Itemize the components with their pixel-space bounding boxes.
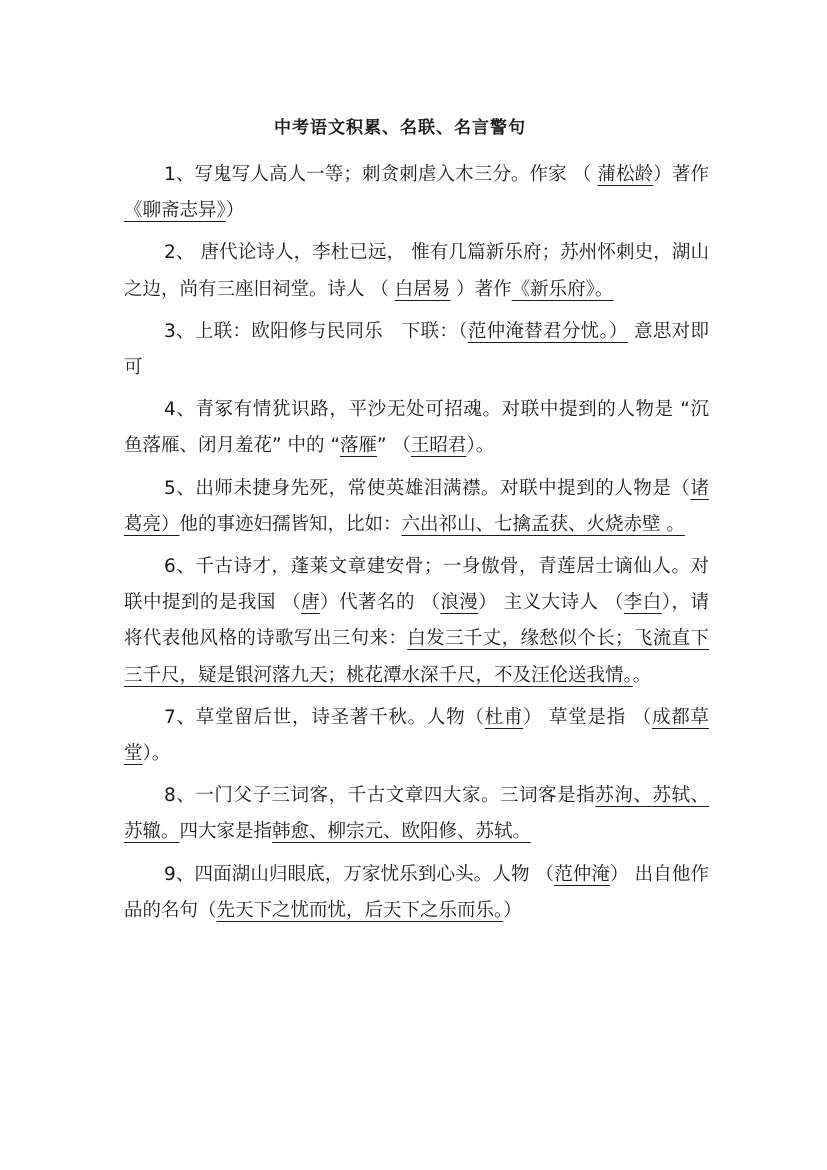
- list-item: [124, 157, 709, 229]
- answer-text: 六出祁山、七擒孟获、火烧赤壁 。: [401, 513, 685, 535]
- list-item: [124, 549, 709, 694]
- question-text: 5、出师未捷身先死，常使英雄泪满襟。对联中提到的人物是（: [164, 477, 691, 499]
- question-text: ）。: [142, 743, 171, 765]
- answer-text: 白居易: [394, 278, 451, 300]
- question-text: ）: [225, 200, 245, 222]
- question-text: 意思对即可: [124, 320, 709, 379]
- list-item: [124, 314, 709, 386]
- question-text: ）代著名的 （: [320, 592, 441, 614]
- question-text: 4、青冢有情犹识路，平沙无处可招魂。对联中提到的人物是 “沉鱼落雁、闭月羞花” 中的 “: [124, 399, 709, 457]
- list-item: [124, 235, 709, 307]
- question-text: 1、写鬼写人高人一等；刺贪刺虐入木三分。作家 （: [164, 164, 598, 185]
- answer-text: 杜甫: [484, 706, 524, 728]
- answer-text: 《新乐府》。: [511, 278, 614, 300]
- question-text: 他的事迹妇孺皆知，比如：: [179, 513, 402, 535]
- answer-text: 浪漫: [440, 592, 479, 614]
- answer-text: 《聊斋志异》: [124, 200, 226, 222]
- question-text: 2、 唐代论诗人，李杜已远， 惟有几篇新乐府；苏州怀刺史，湖山之边，尚有三座旧祠堂。诗人 （: [124, 242, 709, 300]
- answer-text: 诸葛亮）: [124, 477, 709, 535]
- question-text: 9、四面湖山归眼底，万家忧乐到心头。人物 （: [164, 863, 555, 885]
- question-text: ）著作: [450, 278, 512, 300]
- list-item: [124, 471, 709, 543]
- question-text: ） 草堂是指 （: [523, 706, 652, 728]
- list-item: [124, 392, 709, 464]
- answer-text: 范仲淹替君分忧。）: [467, 320, 628, 342]
- answer-text: 苏洵、苏轼、苏辙。: [124, 785, 709, 843]
- answer-text: 蒲松龄: [597, 164, 654, 185]
- page-title: 中考语文积累、名联、名言警句: [274, 118, 526, 138]
- question-text: ） 出自他作品的名句（: [124, 863, 710, 921]
- question-text: ” （: [376, 435, 411, 457]
- answer-text: 韩愈、柳宗元、欧阳修、苏轼。: [272, 821, 532, 843]
- list-item: [124, 778, 709, 850]
- question-text: ）。: [466, 435, 495, 457]
- question-text: 四大家是指: [179, 821, 273, 843]
- question-text: ）著作: [653, 164, 709, 185]
- answer-text: 范仲淹: [554, 863, 611, 885]
- answer-text: 成都草堂: [124, 706, 709, 765]
- answer-text: 李白: [623, 592, 662, 614]
- answer-text: 先天下之忧而忧，后天下之乐而乐。: [216, 899, 504, 921]
- question-text: 8、一门父子三词客，千古文章四大家。三词客是指: [164, 785, 596, 807]
- question-text: 6、千古诗才，蓬莱文章建安骨；一身傲骨，青莲居士谪仙人。对联中提到的是我国 （: [124, 556, 709, 614]
- list-item: [124, 857, 709, 929]
- document-body: [124, 157, 709, 935]
- answer-text: 王昭君: [410, 435, 467, 457]
- question-text: 3、上联：欧阳修与民同乐 下联：（: [164, 320, 468, 342]
- question-text: 7、草堂留后世，诗圣著千秋。人物（: [164, 706, 485, 728]
- question-text: ） 主义大诗人 （: [478, 592, 624, 614]
- answer-text: 唐: [301, 592, 321, 614]
- answer-text: 落雁: [339, 435, 377, 457]
- answer-text: 白发三千丈，缘愁似个长；飞流直下三千尺，疑是银河落九天；桃花潭水深千尺，不及汪伦送我情。: [124, 628, 709, 686]
- question-text: 。: [632, 664, 652, 686]
- question-text: ）: [503, 899, 522, 921]
- list-item: [124, 700, 709, 772]
- question-text: ），请将代表他风格的诗歌写出三句来：: [124, 592, 709, 650]
